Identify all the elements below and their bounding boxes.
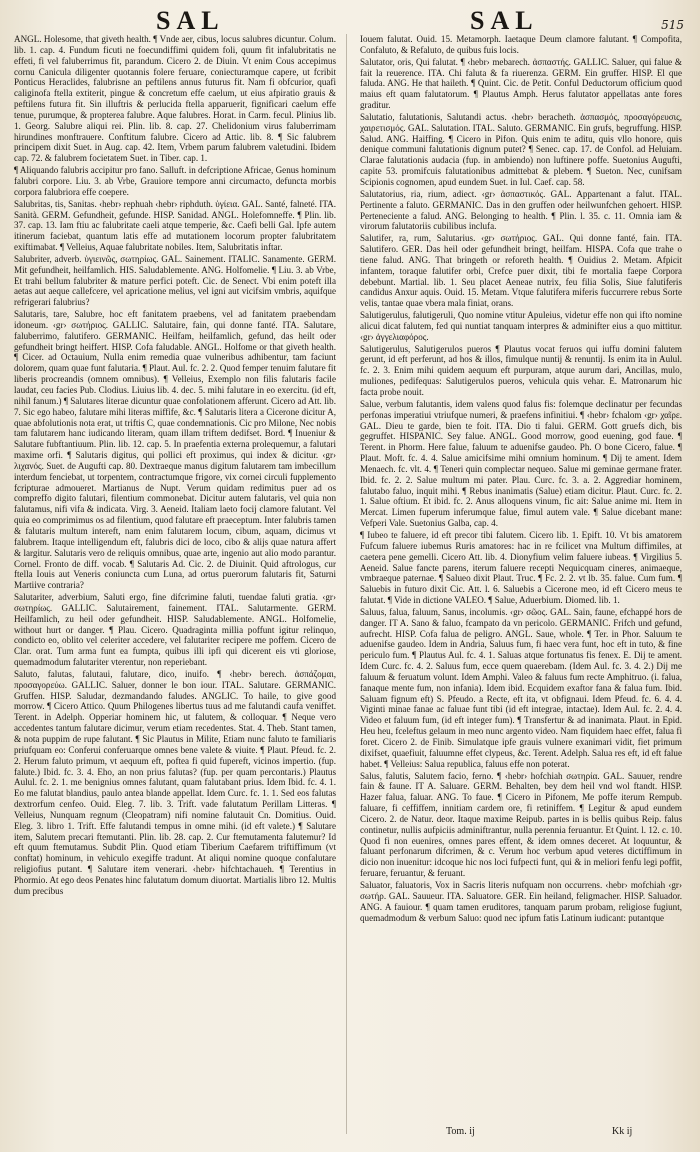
entry-salubris-sano [14, 165, 336, 198]
running-head [0, 6, 700, 36]
entry-salutigerulus [360, 310, 682, 343]
entry-text: Saluto, falutas, falutaui, falutare, dico, inuifo. ¶ ‹hebr› berech. ἀσπάζομαι, προσαγορεύω. GALLIC. Saluer, donner le bon iour. ITAL. Salutare. GERMANIC. Gruffen. HISP. Saludar, dezmandando faludes. ANGLIC. To haile, to give good morrow. ¶ Cicero Attico. Quum Philogenes libertus tuus ad me falutandi caufa veniffet. Terent. in Adelph. Opperiar hominem hic, ut falutem, & colloquar. ¶ Neque vero accedentes tantum falutare dicimur, verum etiam recedentes. Stat. 4. Theb. Stant tamen, & nota puppim de rupe falutant. ¶ Sic Plautus in Milite, Etiam nunc faluto te familiaris priufquam eo: Conferui conferuarque omnes bene valete & viuite. ¶ Plaut. Pfeud. fc. 2. 2. Herum faluto primum, vt aequum eft, poftea fi quid fupereft, vicinos impertio. (fup. falute.) Ibid. fc. 3. 4. Eho, an non prius falutas? (fup. per quam percontaris.) Plautus Aulul. fc. 2. 1. me benignius omnes falutant, quam falutabant prius. Idem Ibid. fc. 4. 1. Eo me falutat blandius, paulo antea blande appellat. Idem Curc. fc. 1. 1. Sed eos falutas dextrorfum cenfeo. Ouid. Eleg. 7. lib. 3. Trift. vade falutatum Perillam Litteras. ¶ Velleius, Nunquam regnum (Cleopatram) nifi nomine falutauit Cn. Domitius. Ouid. Eleg. 3. libro 1. Trift. Effe falutandi tempus in omne mihi. (id eft valete.) ¶ Salutare item, Salutem precari ftemutanti. Plin. lib. 28. cap. 2. Cur ftemutamenta falutemur? Id eft quum ftemutamus. Subdit Plin. Quod etiam Tiberium Caefarem triftiffimum (vt conftat) hominum, in vehiculo exegiffe tradunt. At aliqui nomine quoque confalutare religiofius putant. ¶ Salutare item venerari. ‹hebr› hifchtachaueh. ¶ Terentius in Phormio. At ego deos Penates hinc falutatum domum diuortat. Martialis libro 12. Multis dum precibus [14, 668, 336, 896]
entry-text: Saluator, faluatoris, Vox in Sacris literis nufquam non occurrens. ‹hebr› mofchiah ‹gr› σωτήρ. GAL. Sauueur. ITA. Saluatore. GER. Ein heiland, feligmacher. HISP. Saluador. ANG. A fauiour. ¶ quam tamen eruditores, tanquam parum probam, religiose fugiunt, quemadmodum & verbum Saluo: quod nec ipfum fatis Latinum iudicant: putantque [360, 879, 682, 923]
entry-salutator [360, 57, 682, 111]
entry-saluator [360, 880, 682, 923]
entry-text: Salutaris, tare, Salubre, hoc eft fanitatem praebens, vel ad fanitatem praebendam idoneum. ‹gr› σωτήριος. GALLIC. Salutaire, fain, qui donne fanté. ITA. Salutare, faluberrimo, falutifero. GERMANIC. Heilfam, heilfamlich, gefund, das heilt oder gefundheit bringt heiffert. HISP. Cofa faludable. ANGL. Holfome or that giveth health. ¶ Cicer. ad Octauium, Nulla enim remedia quae vulneribus adhibentur, tam faciunt dolorem, quam quae funt falutaria. ¶ Plaut. Aul. fc. 2. 2. Quod femper tenuim falutare fit liberis procreandis (omnem omnibus). ¶ Velleius, Exemplo non filis falutaris facile laudat, ceu facies Pub. Clodius. Liuius lib. 4. dec. 5. mihi falutare in eo exercitu. (id eft, nihil fanum.) ¶ Salutares literae dicuntur quae confolationem afferunt. Cicero ad Att. lib. 7. Sic ego habeo, falutare mihi literas miffife, &c. ¶ Salutaris litera a Cicerone dicitur A, quae abfolutionis nota erat, ut triftis C, quae condemnationis. Cic pro Milone, Nec nobis tam falutarem hanc iudicando literam, quam illam triftem dedifset. Bord. ¶ Inueniur & Salutare fubftantiuum. Plin. lib. 12. cap. 5. In praefentia externa prolequemur, a falutari maxime orfi. ¶ Salutaris digitus, qui pollici eft proximus, qui index & dicitur. ‹gr› λιχανός. Suet. de Augufti cap. 80. Dextraeque manus digitum falutarem tam imbecillum interdum fenciebat, ut torpentem, contractumque frigore, vix cornei circuli fupplemento fcripturae admoueret. Martianus de Nupt. Verum quidam redimitus puer ad os compreffo digito falutari, filentium commonebat. Dicitur autem falutaris, vel quia non falutamus, nifi vifa & indicata. Virg. 3. Aeneid. Italiam laeto focij clamore falutant. Vel quia eo comprimimus os ad filentium, quod falutare eft praeceptum. Inter falubris tamen & falutaris multum intereft, nam enim falutarem locum, cibum, aquam, dicimus vt falubrem. Itaque intelligendum eft, falubris dici de loco, cibo & alijs quae natura affert & largitur. Salutaris vero de reliquis omnibus, quae arte, ingenio aut alio modo parantur. Cornel. Fronto de diff. vocab. ¶ Salutaris Ad. Cic. 2. de Diuinit. Quid aftrologus, cur ftella Iouis aut Veneris coniuncta cum Luna, ad ortus puerorum falutaris fit, Saturni Martiive contraria? [14, 309, 336, 591]
entry-text: Saluus, falua, faluum, Sanus, incolumis. ‹gr› σῶος. GAL. Sain, faune, efchappé hors de danger. IT A. Sano & faluo, fcampato da vn pericolo. GERMANIC. Frifch und gefund, aufrecht. HISP. Cofa falua de peligro. ANGL. Saue, whole. ¶ Ter. in Phor. Saluum te aduenifse gaudeo. Idem in Andria, Saluus fum, fi haec vera funt, hoc eft in tuto, & fine periculo fum. ¶ Plautus Aul. fc. 4. 1. Saluas atque fortunatus fis fenex. E. Dij te ament. Idem Curc. fc. 4. 2. Saluus fum, ecce quem quaerebam. (Idem Aul. fc. 3. 4. 2.) Dij me faluum & feruatum volunt. Idem Amphi. Valeo & faluus fum recte Amphitruo. (i. falua, fanaque mente fum, non infania). Idem ibid. Ecquidem exaftor fana & falua fum. Ibid. Saluam fignum eft) S. Pfeudo. a Recte, eft ita, vt obfignaui. Idem Pfeud. fc. 6. 4. 4. Viginti minae fanae ac faluae funt tibi (id eft integrae, intactae). Idem Aul. fc. 2. 4. 4. Video et faluum fum, (id eft integer fum). ¶ Transfertur & ad inanimata. Plaut. in Epid. Heu heu, fceleftus gelaum in meo nunc argento video. Nam fiquidem haec effet, falua fi foret. Cicero 2. de Finib. Simulatque ipfe grauis vulnere exanimari vidit, fiet primum dixifset, quaefiuit, faluumne effet clypeus, &c. Terent. Adelph. Salua res eft, id eft falue habet. ¶ Velleius: Salua republica, faluus effe non poterat. [360, 606, 682, 769]
entry-text: Salue, verbum falutantis, idem valens quod falus fis: folemque declinatur per fecundas perfonas imperatiui vtriufque numeri, & praefens infinitiui. ¶ ‹hebr› fchalom ‹gr› χαῖρε. GAL. Dieu te garde, bien te foit. ITA. Dio ti falui. GERM. Gott gruefs dich, bis gegruffet. HISPANIC. Sey falue. ANGL. Good morrow, good euening, god faue. ¶ Terent. in Phorm. Here falue, faluum te aduenifse gaudeo. Ph. O bone Cicero, falue. ¶ Plaut. Moft. fc. 4. 4. Salue amicifsime mihi omnium hominum. ¶ Dij te ament. Idem Menaech. fc. vlt. 4. ¶ Teneri quin complectar nequeo. Salue mi geminae germane frater. Ibid. fc. 2. 2. Salue multum mi pater. Plau. Curc. fc. 3. a. 2. Aggrediar hominem, falutabo faluo, inquit mihi. ¶ Rebus inanimatis (Salue) etiam dicitur. Plaut. Curc. fc. 2. 1. Salue oftium. Et ibid. fc. 2. Anus alloquens vinum, fic ait: Salue anime mi. Item in Mercat. Limen fuperum inferumque falue, fimul autem vale. ¶ Salue dicebant mane: Vefperi Vale. Suetonius Galba, cap. 4. [360, 398, 682, 529]
entry-text: Salutigerulus, Salutigerulos pueros ¶ Plautus vocat feruos qui iuffu domini falutem gerunt, id eft perferunt, ad hos & illos, fimulque nuntij & renuntij. Is enim ita in Aulul. fc. 2. 3. Enim mihi quidem aequum eft purpuram, atque aurum dari, Ancillas, mulo, muliones, pedifequas: Salutigerulos pueros, vehicula quis vehar. E. Matronarum hic facta probe nouit. [360, 343, 682, 397]
entry-text: Salutator, oris, Qui falutat. ¶ ‹hebr› mebarech. ἀσπαστής. GALLIC. Saluer, qui falue & fait la reuerence. ITA. Chi faluta & fa riuerenza. GERM. Ein gruffer. HISP. El que faluda. ANG. He that haileth. ¶ Quint. Cic. de Petit. Conful Deductorum officium quod maius eft quam falutatorum. ¶ Plautus Amph. Herus falutator appellatas ante fores graditur. [360, 56, 682, 111]
entry-saluus [360, 607, 682, 770]
entry-text: ANGL. Holesome, that giveth health. ¶ Vnde aer, cibus, locus salubres dicuntur. Colum. lib. 1. cap. 4. Fundum ficuti ne foecundiffimi quidem foli, quum fit infalubritatis ne effeti, fi vel faluberrimus fit, parandum. Cicero 2. de Diuin. Vt enim Cous accepimus cornu Canicula diligenter quotannis folere feruare, coniecturamque capere, ut fcribit Ponticus Heraclides, falubrisne an peftilens annus futurus fit. Nam fi obfcurior, quafi caliginofa ftella extiterit, pingue & concretum effe caelum, ut eius afpiratio grauis & peftilens futura fit. Sin illuftris & perlucida ftella apparuerit, fignificari caelum effe tenue, purumque, & propterea falubre. Aque falubres. Horat. in Carm. fecul. Plinius lib. 1. Georg. Salubre aliqui rei. Plin. lib. 8. cap. 27. Chelidonium virus faluberrimam hirundines monftrauere. Conftitum falubre. Cicero ad Attic. lib. 8. ¶ Sic falubrem principem dixit Suet. in Aug. cap. 42. Item, Vrbem parum falubrem valetudini. Ibidem cap. 72. & falubrem focietatem Suet. in Tiber. cap. 1. [14, 34, 336, 164]
entry-salue [360, 399, 682, 529]
entry-salutatio [360, 112, 682, 188]
entry-saluo [360, 771, 682, 879]
entry-iubeo-te-saluere [360, 530, 682, 606]
entry-salubritas [14, 199, 336, 253]
entry-text: Salutariter, adverbium, Saluti ergo, fine difcrimine faluti, tuendae faluti gratia. ‹gr› σωτηρίως. GALLIC. Salutairement, fainement. ITAL. Salutarmente. GERM. Heilfamlich, zu heil oder gefundheit. HISP. Saludablemente. ANGL. Holfomelie, without hurt or danger. ¶ Plau. Cicero. Quadraginta millia poffunt igitur relinquo, condicto eo, oblito vel celeriter accedere, vel falutariter recipere me poffem. Cicero de Clar. orat. Tum arma funt ea fumpta, quibus illi ipfi qui dicerent eis vti gloriose, quemadmodum falutariter vterentur, non reperiebant. [14, 592, 336, 668]
entry-salutaris [14, 309, 336, 591]
entry-salubriter [14, 254, 336, 308]
entry-text: Salutifer, ra, rum, Salutarius. ‹gr› σωτήριος. GAL. Qui donne fanté, fain. ITA. Salutifero. GER. Das heil oder gefundheit bringt, heilfam. HISPA. Cofa que trahe o tiene falud. ANG. That bringeth or reforeth health. ¶ Ouidius 2. Metam. Afpicit infantem, toraque falutifer orbi, Crefce puer dixit, tibi fe mortalia faepe Corpora debebunt. Martial. lib. 1. Seu placet Aeneae nutrix, feu filia Solis, Siue falutiferis candidus Anxur aquis. Ouid. 15. Metam. Vtque falutifera miferis fuccurrere rebus Sorte velis, tantae quae vbera mala finiat, orans. [360, 233, 682, 309]
entry-text: Salubriter, adverb. ὑγιεινῶς, σωτηρίως. GAL. Sainement. ITALIC. Sanamente. GERM. Mit gefundheit, heilfamlich. HIS. Saludablemente. ANG. Holfomelie. ¶ Liu. 3. ab Vrbe, Et trahi bellum falubriter & mature perfici poteft. Cic. de Senect. Vbi enim poteft illa aetas aut aeque callefcere, vel apricatione melius, vel igni aut vicifsim vmbris, aquifque refrigerari falubrius? [14, 253, 336, 308]
entry-salutariter [14, 592, 336, 668]
entry-salutatorius [360, 189, 682, 232]
signature-mark: Kk ij [612, 1126, 633, 1137]
volume-mark: Tom. ij [446, 1126, 475, 1137]
entry-text: Salutatio, falutationis, Salutandi actus. ‹hebr› beracheth. ἀσπασμός, προσαγόρευσις, χαιρετισμός. GAL. Salutation. ITAL. Saluto. GERMANIC. Ein grufs, begruffung. HISP. Salud. ANG. Haiffing. ¶ Cicero in Pifon. Quis enim te aditu, quis vllo honore, quis denique communi falutationis dignum putet? ¶ Senec. cap. 17. de Confol. ad Heluiam. Clarae falutationis audacia (fup. in ambiendo) non luftinere poffe. Suetonius Augufti, capite 53. promifcuis falutationibus admittebat & plebem. ¶ Sueton. Nec, cunifsam Scipionis cognomen, apud eundem Suet. in Iul. Caef. cap. 58. [360, 111, 682, 187]
running-head-right: SAL [470, 6, 539, 35]
entry-saluto [14, 669, 336, 897]
running-head-left: SAL [156, 6, 225, 35]
page-footer [360, 1122, 686, 1146]
entry-text: Iouem falutat. Ouid. 15. Metamorph. Iaetaque Deum clamore falutant. ¶ Compofita, Confaluto, & Refaluto, de quibus fuis locis. [360, 34, 682, 55]
left-column [14, 34, 336, 1142]
entry-salutifer [360, 233, 682, 309]
entry-text: Salus, falutis, Salutem facio, ferno. ¶ ‹hebr› hofchiah σωτηρία. GAL. Sauuer, rendre fain & faune. IT A. Saluare. GERM. Behalten, bey dem heil vnd wol ftandt. HISP. Hazer falua, faluar. ANG. To faue. ¶ Cicero in Pifonem, Me poffe iterum Rempub. faluare, fi ceffiffem, innitiam cardem ore, fi retiniffem. ¶ Legitur & apud eundem Cicero. 2. de Natur. deor. Itaque maxime Reipub. partes in is bellis quibus Reip. falus continetur, nullis aufpiciis adminiftrantur, nulla perennia feruantur. Et Quint. l. 12. c. 10. Quod fi non euenires, omnes pares effent, & idem omnes deceret. At loquuntur, & faluant perfonarum difcrimen, & c. Verum hoc verbum apud veteres dictiffimum in dicio non inuenitur: idcoque hic nos loci fufpecti funt, qui & in meliori fenfu legi poffit, feruare, feruantur, & feruant. [360, 770, 682, 879]
entry-saluto-continued [360, 34, 682, 56]
entry-text: Salutigerulus, falutigeruli, Quo nomine vtitur Apuleius, videtur effe non qui ifto nomine alicui dicat falutem, fed qui nuntiat tanquam interpres & adminifter eius a quo mittitur. ‹gr› ἀγγελιαφόρος. [360, 310, 682, 342]
entry-text: ¶ Aliquando falubris accipitur pro fano. Salluft. in defcriptione Africae, Genus hominum falubri corpore. Liu. 3. ab Vrbe, Grauiore tempore anni circumacto, defuncta morbis corpora falubriora effe coepere. [14, 165, 336, 197]
entry-text: Salutatorius, ria, rium, adiect. ‹gr› ἀσπαστικός. GAL. Appartenant a falut. ITAL. Pertinente a faluto. GERMANIC. Das in den gruffen oder heilwunfchen gehoert. HISP. Perteneciente a falud. ANG. Belonging to health. ¶ Plin. l. 35. c. 11. Omnia iam & virorum falutatoriis cubilibus inclufa. [360, 188, 682, 232]
entry-salutigerulos [360, 344, 682, 398]
entry-salubris [14, 34, 336, 164]
column-divider [346, 34, 347, 1134]
entry-text: Salubritas, tis, Sanitas. ‹hebr› rephuah ‹hebr› riphduth. ὑγίεια. GAL. Santé, falneté. ITA. Sanità. GERM. Gefundheit, gefunde. HISP. Sanidad. ANGL. Holefomneffe. ¶ Plin. lib. 37. cap. 13. Iam ftiu ac falubritate caeli atque temperie, &c. Caefi belli Gal. Ipfe autem itinerum faciebat, quantum latis effe ad mutationem locorum propter falubritatem exiftimabat. ¶ Velleius, Aquae falubritate nobiles. Item, Salubritatis inftar. [14, 198, 336, 253]
entry-text: ¶ Iubeo te faluere, id eft precor tibi falutem. Cicero lib. 1. Epift. 10. Vt bis amatorem Fufcum faluere iubemus Ruris amatores: hac in re fcilicet vna Multum diffimiles, at caetera pene gemelli. Cicero Att. lib. 4. Dionyfium velim faluere iubeas. ¶ Virgilius 5. Aeneid. Salue fancte parens, iterum faluere recepti Nequicquam cineres, animaeque, vmbraeque paternae. ¶ Salueo dixit Plaut. Truc. ¶ Fc. 2. 2. vt lb. 35. falue. Cum fum. ¶ Saluebis in futuro dixit Cic. Att. l. 6. Saluebis a Cicerone meo, id eft Cicero meus te falutat. ¶ Vide in dictione VALEO. ¶ Salue, Aduerbium. Diomed. lib. 1. [360, 529, 682, 606]
page-number: 515 [661, 18, 684, 32]
right-column [360, 34, 682, 1124]
